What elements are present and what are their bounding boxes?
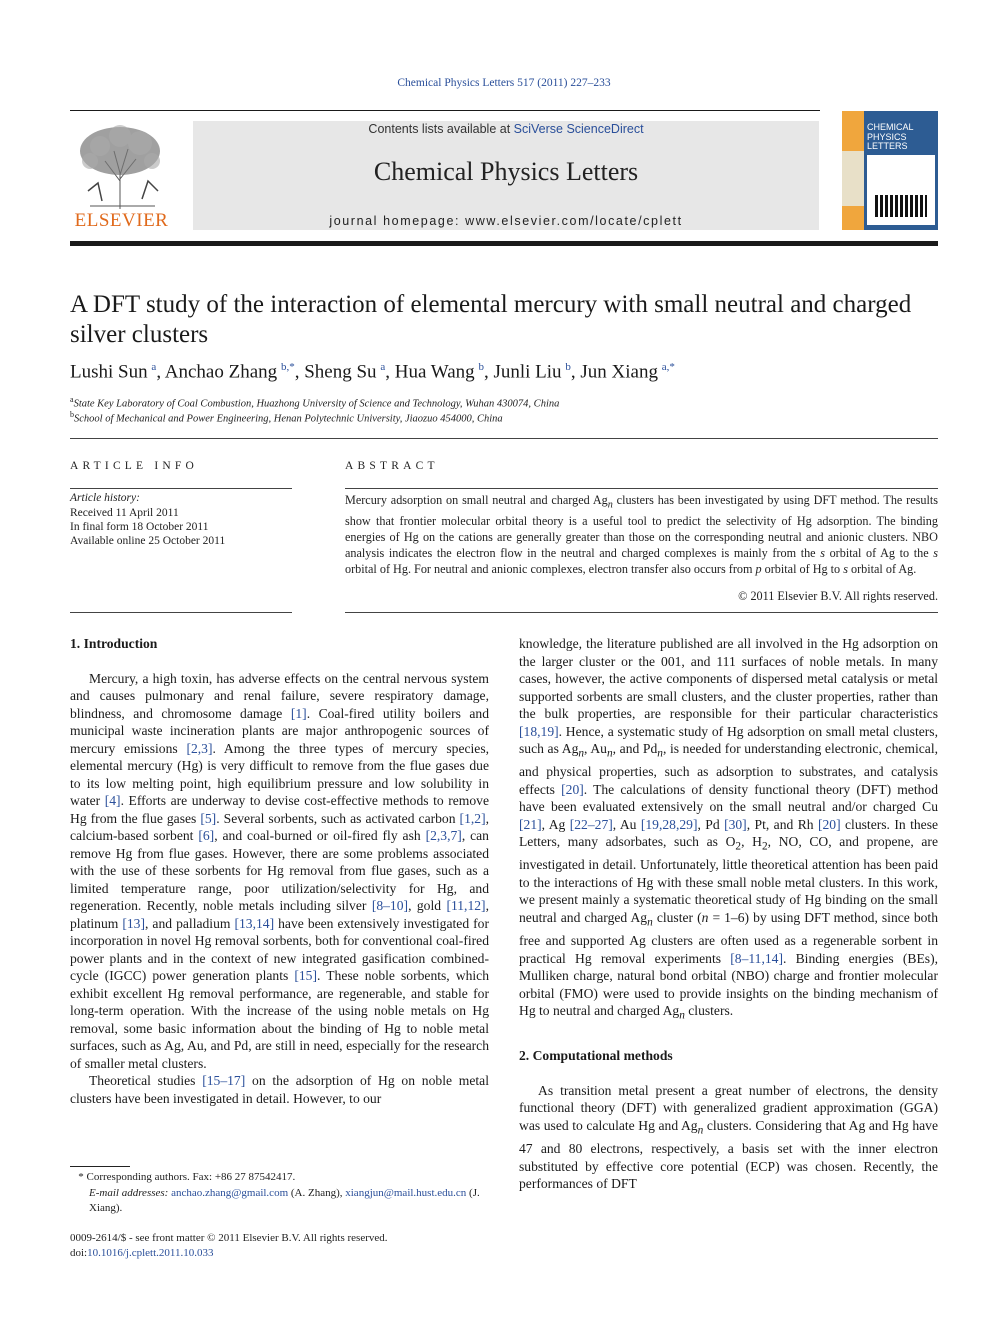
cover-barcode-graphic [875, 195, 927, 217]
body-column-left [70, 635, 489, 1107]
footnote-email-label: E-mail addresses: [89, 1186, 172, 1199]
affiliation-rule [70, 438, 938, 439]
sciencedirect-link[interactable]: SciVerse ScienceDirect [513, 122, 644, 136]
abstract-run: p [755, 562, 762, 577]
article-info-rule [70, 488, 292, 489]
header-top-rule [70, 110, 820, 111]
article-info-bottom-rule [70, 612, 292, 613]
author-name[interactable]: Hua Wang [394, 361, 475, 383]
footnote-line [70, 1186, 489, 1217]
cover-title-line: LETTERS [867, 141, 908, 151]
received-date: Received 11 April 2011 [70, 507, 179, 519]
author-name[interactable]: Jun Xiang [580, 361, 658, 383]
spacer [519, 1025, 938, 1047]
affiliation-text: State Key Laboratory of Coal Combustion, Huazhong University of Science and Technology, Wuhan 430074, China [73, 398, 560, 410]
journal-header-box [193, 121, 819, 230]
article-info-heading: ARTICLE INFO [70, 460, 198, 472]
header-thick-rule [70, 241, 938, 246]
author-affil-marker[interactable]: a [151, 361, 157, 373]
doi-label: doi: [70, 1247, 88, 1259]
journal-citation[interactable]: Chemical Physics Letters 517 (2011) 227–233 [397, 77, 611, 89]
footnote-marker: * [78, 1171, 84, 1183]
journal-name: Chemical Physics Letters [373, 157, 639, 186]
abstract-run: clusters has been investigated by using DFT method. The results show that frontier molecular orbital theory is a useful tool to predict the selectivity of Hg adsorption. The binding energies of Hg on the cations are generally greater than those on the corresponding neutral and anionic clusters. NBO analysis indicates the electron flow in the neutral and charged complexes is mainly from the [345, 493, 938, 561]
affiliation-marker: b [70, 410, 74, 419]
author-affil-marker[interactable]: b [565, 361, 571, 373]
journal-homepage[interactable]: journal homepage: www.elsevier.com/locate/cplett [329, 214, 683, 228]
author-affil-marker[interactable]: a [380, 361, 386, 373]
section-heading: 1. Introduction [70, 636, 158, 651]
cover-title-line: CHEMICAL [867, 122, 914, 132]
bottom-meta [70, 1231, 490, 1261]
contents-line [193, 122, 819, 136]
journal-cover-thumbnail[interactable] [842, 111, 938, 230]
body-paragraph: As transition metal present a great number of electrons, the density functional theory (DFT) with generalized gradient approximation (GGA) was used to calculate Hg and $Ag_n$ clusters. Considering that Ag and Hg have 47 and 80 electrons, respectively, a basis set with the inner electron substituted by effective core potential (ECP) was chosen. Recently, the performances of DFT [519, 1082, 938, 1192]
abstract-copyright: © 2011 Elsevier B.V. All rights reserved. [738, 589, 938, 603]
author-list: Lushi Sun $^a$, Anchao Zhang $^{b,*}$, Sheng Su $^a$, Hua Wang $^b$, Junli Liu $^b$, Jun Xiang $^{a,*}$ [70, 361, 675, 383]
author-name[interactable]: Junli Liu [493, 361, 562, 383]
abstract-run: s [843, 562, 848, 577]
affiliation [70, 395, 559, 410]
cover-title [867, 123, 914, 152]
abstract-run: orbital of Ag. [847, 562, 917, 577]
author-name[interactable]: Sheng Su [304, 361, 377, 383]
final-form-date: In final form 18 October 2011 [70, 521, 209, 533]
body-paragraph: knowledge, the literature published are all involved in the Hg adsorption on the larger cluster or the 001, and 111 surfaces of noble metals. In many cases, however, the active components of dispersed metal catalysis or metal supported sorbents are small clusters, and the cluster properties, rather than the bulk properties, are responsible for their particular characteristics [18,19]. Hence, a systematic study of Hg adsorption on small metal clusters, such as $Ag_n$, $Au_n$, and $Pd_n$, is needed for understanding electronic, chemical, and physical properties, such as adsorption to substrates, and catalysis effects [20]. The calculations of density functional theory (DFT) method have been evaluated extensively on the small neutral and/or charged Cu [21], Ag [22–27], Au [19,28,29], Pd [30], Pt, and Rh [20] clusters. In these Letters, many adsorbates, such as $O_2$, $H_2$, NO, CO, and propene, are investigated in detail. Unfortunately, little theoretical attention has been paid to the interactions of Hg with these small noble metal clusters. In this work, we present mainly a systematic theoretical study of Hg binding on the small neutral and charged $Ag_n$ cluster (n = 1–6) by using DFT method, since both free and supported Ag clusters are often used as a regenerable sorbent in practical Hg removal experiments [8–11,14]. Binding energies (BEs), Mulliken charge, natural bond orbital (NBO) charge and frontier molecular orbital (FMO) were used to provide insights on the binding mechanism of Hg to neutral and charged $Ag_n$ clusters. [519, 636, 939, 1022]
abstract-run: Mercury adsorption on small neutral and charged Ag [345, 493, 608, 507]
cover-image-panel [867, 155, 935, 225]
email-link[interactable]: xiangjun@mail.hust.edu.cn [345, 1186, 467, 1199]
body-paragraph: Theoretical studies [15–17] on the adsorption of Hg on noble metal clusters have been investigated in detail. However, to our [70, 1073, 489, 1106]
issn-line: 0009-2614/$ - see front matter © 2011 Elsevier B.V. All rights reserved. [70, 1232, 388, 1244]
email-link[interactable]: anchao.zhang@gmail.com [171, 1186, 289, 1199]
article-history-label: Article history: [70, 492, 140, 504]
section-heading: 2. Computational methods [519, 1048, 673, 1064]
footnote-text: Corresponding authors. Fax: +86 27 87542417. [83, 1171, 296, 1183]
affiliation-text: School of Mechanical and Power Engineering, Henan Polytechnic University, Jiaozuo 454000, China [74, 413, 503, 425]
doi-line [70, 1246, 490, 1261]
author-affil-marker[interactable]: b,* [280, 361, 295, 373]
footnote-line [70, 1170, 489, 1186]
contents-prefix: Contents lists available at [368, 122, 514, 136]
body-paragraph: Mercury, a high toxin, has adverse effects on the central nervous system and causes pulmonary and renal failure, severe respiratory damage, blindness, and chromosome damage [1]. Coal-fired utility boilers and municipal waste incineration plants are major anthropogenic sources of mercury emissions [2,3]. Among the three types of mercury species, elemental mercury (Hg) is very difficult to remove from the flue gases due to its low melting point, high equilibrium pressure and low solubility in water [4]. Efforts are underway to devise cost-effective methods to remove Hg from the flue gases [5]. Several sorbents, such as activated carbon [1,2], calcium-based sorbent [6], and coal-burned or oil-fired fly ash [2,3,7], can remove Hg from flue gases. However, there are some problems associated with the use of these sorbents for Hg removal from flue gases, such as a limited temperature range, poor utilization/selectivity for Hg, and regeneration. Recently, noble metals including silver [8–10], gold [11,12], platinum [13], and palladium [13,14] have been extensively investigated for incorporation in novel Hg removal sorbents, both for conventional coal-fired power plants and in the context of new integrated gasification combined-cycle (IGCC) power generation plants [15]. These noble sorbents, which exhibit excellent Hg removal performance, are regenerable, and stable for long-term operation. With the increase of the using noble metals on Hg removal, some basic information about the binding of Hg to noble metal surfaces, such as Ag, Au, and Pd, are still in need, especially for the research of smaller metal clusters. [70, 670, 490, 1071]
spacer [70, 653, 489, 670]
doi-link[interactable]: 10.1016/j.cplett.2011.10.033 [87, 1247, 214, 1259]
abstract-text [345, 492, 938, 577]
abstract-run: s [933, 546, 938, 561]
abstract-run: s [820, 546, 825, 561]
abstract-run: orbital of Ag to the [824, 546, 934, 561]
abstract-run: n [607, 499, 613, 511]
abstract-heading: ABSTRACT [345, 460, 439, 472]
cover-stripe-light [842, 151, 864, 206]
spacer [519, 1065, 938, 1082]
footnote-text: (A. Zhang), [288, 1186, 346, 1199]
abstract-bottom-rule [345, 612, 938, 613]
author-affil-marker[interactable]: b [478, 361, 484, 373]
article-title: A DFT study of the interaction of elemental mercury with small neutral and charged silver clusters [70, 291, 912, 348]
online-date: Available online 25 October 2011 [70, 535, 226, 547]
body-column-right [519, 635, 938, 1193]
corresponding-author-footnote [70, 1170, 489, 1217]
footnote-rule [70, 1166, 130, 1167]
author-name[interactable]: Anchao Zhang [164, 361, 278, 383]
cover-title-line: PHYSICS [867, 131, 907, 142]
abstract-run: orbital of Hg to [761, 562, 844, 577]
abstract-run: orbital of Hg. For neutral and anionic complexes, electron transfer also occurs from [345, 562, 756, 577]
author-affil-marker[interactable]: a,* [661, 361, 675, 373]
elsevier-wordmark: ELSEVIER [74, 210, 169, 231]
abstract-rule [345, 488, 938, 489]
affiliation-marker: a [70, 395, 74, 404]
footnote-text: (J. Xiang). [89, 1186, 480, 1214]
affiliation [70, 410, 503, 425]
author-name[interactable]: Lushi Sun [70, 361, 148, 383]
